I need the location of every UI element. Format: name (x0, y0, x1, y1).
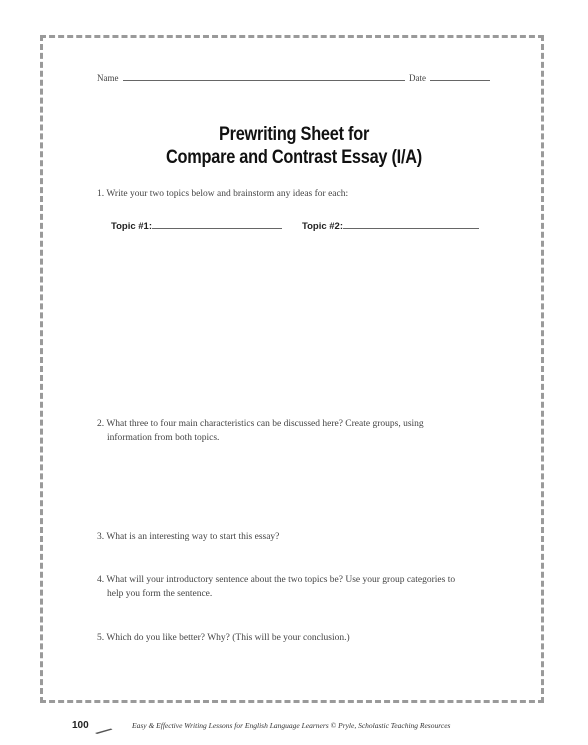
date-line[interactable] (430, 72, 490, 81)
page-title-line1: Prewriting Sheet for (218, 124, 370, 145)
question-5-text: 5. Which do you like better? Why? (This will be your conclusion.) (97, 633, 350, 643)
question-5 (97, 631, 497, 645)
question-2-text-cont: information from both topics. (107, 433, 220, 443)
question-4 (97, 573, 497, 601)
name-line[interactable] (123, 72, 405, 81)
question-2-text: 2. What three to four main characteristics can be discussed here? Create groups, using (97, 419, 424, 429)
question-2 (97, 417, 497, 445)
date-label: Date (409, 73, 426, 83)
page-title-line2: Compare and Contrast Essay (I/A) (166, 147, 422, 168)
question-3 (97, 530, 497, 544)
topic-2-label: Topic #2: (302, 221, 343, 232)
pen-icon (94, 722, 114, 740)
name-label: Name (97, 73, 119, 83)
name-date-row (97, 72, 490, 83)
question-4-text-cont: help you form the sentence. (107, 589, 213, 599)
question-4-text: 4. What will your introductory sentence about the two topics be? Use your group categories to (97, 575, 456, 585)
topic-2 (302, 220, 479, 232)
page-footer (0, 720, 588, 734)
question-1-text: 1. Write your two topics below and brainstorm any ideas for each: (97, 189, 349, 199)
topic-1 (111, 220, 282, 232)
topic-1-label: Topic #1: (111, 221, 152, 232)
footer-credit: Easy & Effective Writing Lessons for English Language Learners © Pryle, Scholastic Teaching Resources (132, 721, 451, 730)
question-3-text: 3. What is an interesting way to start this essay? (97, 532, 280, 542)
topic-1-line[interactable] (152, 220, 282, 229)
topic-2-line[interactable] (343, 220, 479, 229)
question-1 (97, 187, 497, 201)
page-number: 100 (72, 720, 89, 731)
